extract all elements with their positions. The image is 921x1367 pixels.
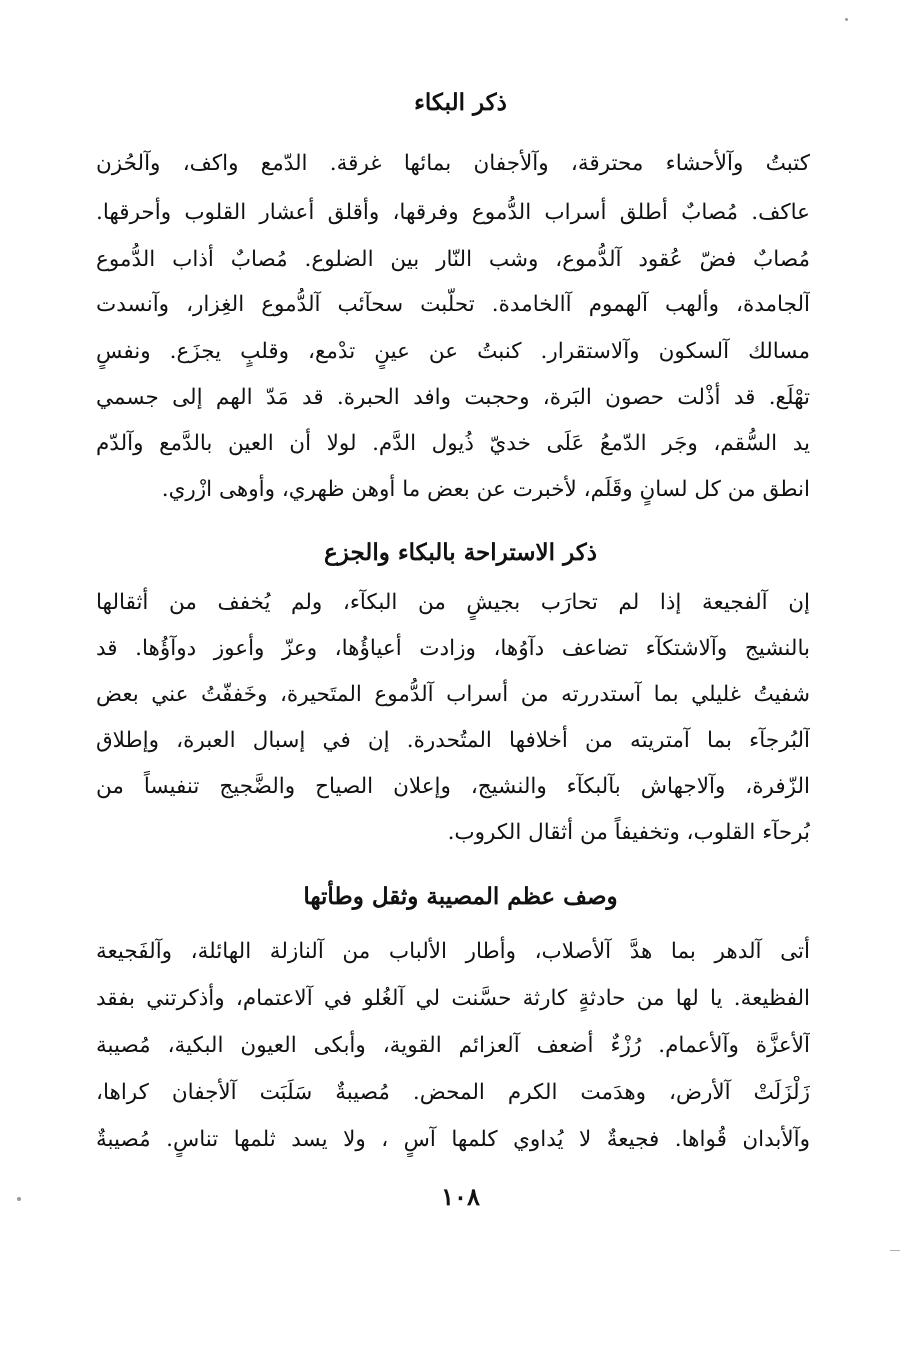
text-line: تهْلَع. قد أذْلت حصون البَرة، وحجبت وافد الحبرة. قد مَدّ الهم إلى جسمي xyxy=(96,385,810,410)
text-line: مسالك آلسكون وآلاستقرار. كنبتُ عن عينٍ تدْمع، وقلبٍ يجزَع. ونفسٍ xyxy=(96,339,810,364)
text-line: شفيتُ غليلي بما آستدررته من أسراب آلدُّموع المتَحيرة، وخَففّتُ عني بعض xyxy=(96,682,810,707)
text-line: أتى آلدهر بما هدَّ آلأصلاب، وأطار الألباب من آلنازلة الهائلة، وآلفَجيعة xyxy=(96,939,810,964)
text-line: مُصابٌ فضّ عُقود آلدُّموع، وشب النّار بين الضلوع. مُصابٌ أذاب الدُّموع xyxy=(96,247,810,272)
section-title-weeping: ذكر البكاء xyxy=(414,89,507,116)
section-title-relief-by-weeping: ذكر الاستراحة بالبكاء والجزع xyxy=(324,539,597,566)
page-number: ١٠٨ xyxy=(441,1182,480,1211)
text-line: آلبُرجآء بما آمتريته من أخلافها المتُحدرة. إن في إسبال العبرة، وإطلاق xyxy=(96,728,810,753)
text-line: بالنشيج وآلاشتكآء تضاعف دآوُها، وزادت أعياؤُها، وعزّ وأعوز دوآؤُها. قد xyxy=(96,636,810,661)
scan-speck xyxy=(17,1197,21,1201)
text-line: وآلأبدان قُواها. فجيعةٌ لا يُداوي كلمها آسٍ ، ولا يسد ثلمها تناسٍ. مُصيبةٌ xyxy=(96,1127,810,1152)
text-line: انطق من كل لسانٍ وقَلَم، لأخبرت عن بعض ما أوهن ظهري، وأوهى ازْري. xyxy=(161,477,810,502)
text-line: آلأعزَّة وآلأعمام. رُزْءٌ أضعف آلعزائم القوية، وأبكى العيون البكية، مُصيبة xyxy=(96,1033,810,1058)
text-line: آلجامدة، وألهب آلهموم آالخامدة. تحلّبت سحآئب آلدُّموع الغِزار، وآنسدت xyxy=(96,292,810,317)
text-line: كتبتُ وآلأحشاء محترقة، وآلأجفان بمائها غرقة. الدّمع واكف، وآلحُزن xyxy=(96,151,810,176)
text-line: يد السُّقم، وجَر الدّمعُ عَلَى خديّ ذُيول الدَّم. لولا أن العين بالدَّمع وآلدّم xyxy=(96,431,810,456)
text-line: الزّفرة، وآلاجهاش بآلبكآء والنشيج، وإعلان الصياح والضَّجيج تنفيساً من xyxy=(96,774,810,799)
text-line: عاكف. مُصابٌ أطلق أسراب الدُّموع وفرقها، وأقلق أعشار القلوب وأحرقها. xyxy=(96,200,810,225)
text-line: إن آلفجيعة إذا لم تحارَب بجيشٍ من البكآء، ولم يُخفف من أثقالها xyxy=(96,590,810,615)
scan-speck xyxy=(845,18,848,21)
text-line: بُرحآء القلوب، وتخفيفاً من أثقال الكروب. xyxy=(447,820,810,845)
section-title-great-calamity: وصف عظم المصيبة وثقل وطأتها xyxy=(303,883,618,910)
scan-mark xyxy=(890,1250,900,1251)
text-line: زَلْزَلَتْ آلأرض، وهدَمت الكرم المحض. مُصيبةٌ سَلَبَت آلأجفان كراها، xyxy=(96,1080,810,1105)
text-line: الفظيعة. يا لها من حادثةٍ كارثة حسَّنت لي آلغُلو في آلاعتمام، وأذكرتني بفقد xyxy=(96,986,810,1011)
